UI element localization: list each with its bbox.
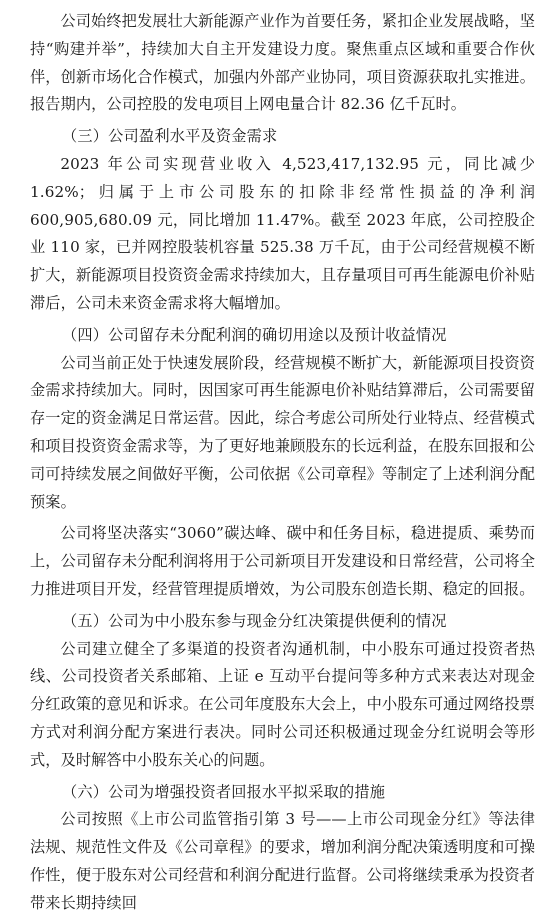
paragraph-profitability: 2023 年公司实现营业收入 4,523,417,132.95 元，同比减少 1.62%；归属于上市公司股东的扣除非经常性损益的净利润 600,905,680.09 元，同比增加 11.47%。截至 2023 年底，公司控股企业 110 家，已并网控股装机容量 525.38 万千瓦，由于公司经营规模不断扩大，新能源项目投资资金需求持续加大，且存量项目可再生能源电价补贴滞后，公司未来资金需求将大幅增加。 xyxy=(30,154,535,312)
paragraph-investor-return-measures: 公司按照《上市公司监管指引第 3 号——上市公司现金分红》等法律法规、规范性文件及《公司章程》的要求，增加利润分配决策透明度和可操作性，便于股东对公司经营和利润分配进行监督。公司将继续秉承为投资者带来长期持续回 xyxy=(30,810,535,912)
paragraph-3060-goals: 公司将坚决落实“3060”碳达峰、碳中和任务目标，稳进提质、乘势而上，公司留存未分配利润将用于公司新项目开发建设和日常经营，公司将全力推进项目开发，经营管理提质增效，为公司股东创造长期、稳定的回报。 xyxy=(30,524,535,598)
document-page xyxy=(30,8,535,922)
heading-investor-return-measures: （六）公司为增强投资者回报水平拟采取的措施 xyxy=(62,782,386,801)
paragraph-power-generation: 公司始终把发展壮大新能源产业作为首要任务，紧扣企业发展战略，坚持“购建并举”，持续加大自主开发建设力度。聚焦重点区域和重要合作伙伴，创新市场化合作模式，加强内外部产业协同，项目资源获取扎实推进。报告期内，公司控股的发电项目上网电量合计 82.36 亿千瓦时。 xyxy=(30,12,535,114)
paragraph-minority-shareholders: 公司建立健全了多渠道的投资者沟通机制，中小股东可通过投资者热线、公司投资者关系邮箱、上证 e 互动平台提问等多种方式来表达对现金分红政策的意见和诉求。在公司年度股东大会上，中小股东可通过网络投票方式对利润分配方案进行表决。同时公司还积极通过现金分红说明会等形式，及时解答中小股东关心的问题。 xyxy=(30,639,535,769)
heading-minority-shareholders: （五）公司为中小股东参与现金分红决策提供便利的情况 xyxy=(62,611,447,630)
heading-retained-profit-use: （四）公司留存未分配利润的确切用途以及预计收益情况 xyxy=(62,325,447,344)
heading-profitability: （三）公司盈利水平及资金需求 xyxy=(62,127,278,146)
paragraph-retained-profit-use: 公司当前正处于快速发展阶段，经营规模不断扩大，新能源项目投资资金需求持续加大。同时，因国家可再生能源电价补贴结算滞后，公司需要留存一定的资金满足日常运营。因此，综合考虑公司所处行业特点、经营模式和项目投资资金需求等，为了更好地兼顾股东的长远利益，在股东回报和公司可持续发展之间做好平衡，公司依据《公司章程》等制定了上述利润分配预案。 xyxy=(30,353,535,511)
